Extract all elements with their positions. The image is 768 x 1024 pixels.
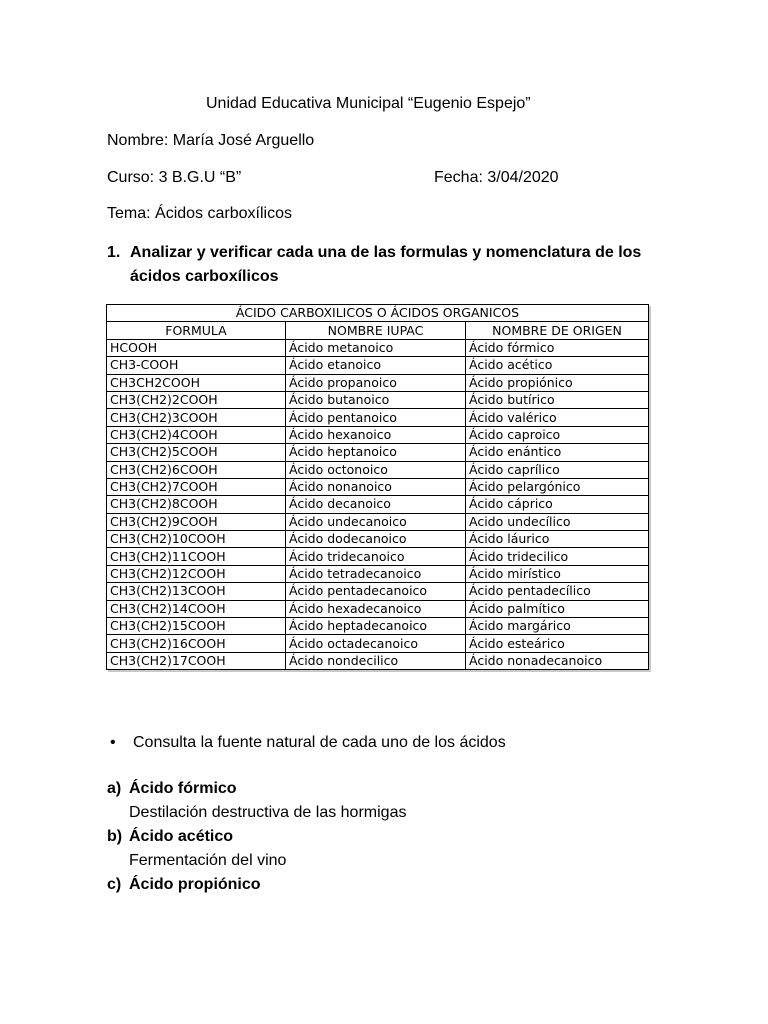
acid-source: Fermentación del vino xyxy=(129,852,287,869)
school-name: Unidad Educativa Municipal “Eugenio Espejo” xyxy=(206,95,531,112)
origin-name-cell: Ácido caproico xyxy=(466,426,649,443)
formula-cell: CH3(CH2)8COOH xyxy=(107,496,286,513)
table-row xyxy=(107,652,649,669)
table-header-row xyxy=(107,322,649,339)
table-row xyxy=(107,583,649,600)
date-label: Fecha: 3/04/2020 xyxy=(434,169,559,186)
column-header: FORMULA xyxy=(107,322,286,339)
iupac-name-cell: Ácido nondecilico xyxy=(286,652,466,669)
origin-name-cell: Ácido butírico xyxy=(466,391,649,408)
iupac-name-cell: Ácido tridecanoico xyxy=(286,548,466,565)
origin-name-cell: Ácido valérico xyxy=(466,409,649,426)
formula-cell: CH3(CH2)6COOH xyxy=(107,461,286,478)
origin-name-cell: Ácido tridecilico xyxy=(466,548,649,565)
column-header: NOMBRE DE ORIGEN xyxy=(466,322,649,339)
origin-name-cell: Acido undecílico xyxy=(466,513,649,530)
formula-cell: CH3(CH2)15COOH xyxy=(107,618,286,635)
origin-name-cell: Ácido láurico xyxy=(466,531,649,548)
origin-name-cell: Ácido caprílico xyxy=(466,461,649,478)
origin-name-cell: Ácido esteárico xyxy=(466,635,649,652)
table-row xyxy=(107,409,649,426)
topic-label: Tema: Ácidos carboxílicos xyxy=(107,205,292,222)
formula-cell: CH3(CH2)14COOH xyxy=(107,600,286,617)
course-label: Curso: 3 B.G.U “B” xyxy=(107,169,242,186)
iupac-name-cell: Ácido octadecanoico xyxy=(286,635,466,652)
bullet-text: Consulta la fuente natural de cada uno de los ácidos xyxy=(133,734,506,751)
acid-letter: b) xyxy=(107,828,123,845)
origin-name-cell: Ácido palmítico xyxy=(466,600,649,617)
formula-cell: CH3(CH2)17COOH xyxy=(107,652,286,669)
iupac-name-cell: Ácido propanoico xyxy=(286,374,466,391)
table-title: ÁCIDO CARBOXILICOS O ÁCIDOS ORGANICOS xyxy=(107,305,649,322)
task-1-text: Analizar y verificar cada una de las formulas y nomenclatura de los ácidos carboxílicos xyxy=(130,244,642,285)
table-row xyxy=(107,357,649,374)
origin-name-cell: Ácido margárico xyxy=(466,618,649,635)
origin-name-cell: Ácido propiónico xyxy=(466,374,649,391)
iupac-name-cell: Ácido metanoico xyxy=(286,339,466,356)
table-row xyxy=(107,461,649,478)
iupac-name-cell: Ácido dodecanoico xyxy=(286,531,466,548)
iupac-name-cell: Ácido pentadecanoico xyxy=(286,583,466,600)
origin-name-cell: Ácido mirístico xyxy=(466,565,649,582)
iupac-name-cell: Ácido octonoico xyxy=(286,461,466,478)
origin-name-cell: Ácido pelargónico xyxy=(466,478,649,495)
formula-cell: CH3(CH2)10COOH xyxy=(107,531,286,548)
acid-letter: a) xyxy=(107,780,122,797)
table-row xyxy=(107,513,649,530)
iupac-name-cell: Ácido nonanoico xyxy=(286,478,466,495)
iupac-name-cell: Ácido hexanoico xyxy=(286,426,466,443)
acid-source: Destilación destructiva de las hormigas xyxy=(129,804,407,821)
formula-cell: CH3(CH2)3COOH xyxy=(107,409,286,426)
origin-name-cell: Ácido enántico xyxy=(466,444,649,461)
origin-name-cell: Ácido nonadecanoico xyxy=(466,652,649,669)
table-row xyxy=(107,496,649,513)
iupac-name-cell: Ácido butanoico xyxy=(286,391,466,408)
acid-name: Ácido acético xyxy=(129,828,234,845)
acid-name: Ácido fórmico xyxy=(129,780,237,797)
task-1-number: 1. xyxy=(107,244,121,261)
origin-name-cell: Ácido acético xyxy=(466,357,649,374)
column-header: NOMBRE IUPAC xyxy=(286,322,466,339)
origin-name-cell: Ácido fórmico xyxy=(466,339,649,356)
formula-cell: CH3-COOH xyxy=(107,357,286,374)
formula-cell: CH3CH2COOH xyxy=(107,374,286,391)
iupac-name-cell: Ácido hexadecanoico xyxy=(286,600,466,617)
table-row xyxy=(107,618,649,635)
bullet-icon: • xyxy=(110,734,116,751)
iupac-name-cell: Ácido heptadecanoico xyxy=(286,618,466,635)
table-row xyxy=(107,531,649,548)
iupac-name-cell: Ácido decanoico xyxy=(286,496,466,513)
table-row xyxy=(107,339,649,356)
table-row xyxy=(107,565,649,582)
formula-cell: CH3(CH2)12COOH xyxy=(107,565,286,582)
formula-cell: CH3(CH2)13COOH xyxy=(107,583,286,600)
formula-cell: CH3(CH2)9COOH xyxy=(107,513,286,530)
formula-cell: CH3(CH2)2COOH xyxy=(107,391,286,408)
student-name: Nombre: María José Arguello xyxy=(107,132,315,149)
formula-cell: CH3(CH2)11COOH xyxy=(107,548,286,565)
table-row xyxy=(107,426,649,443)
iupac-name-cell: Ácido tetradecanoico xyxy=(286,565,466,582)
table-row xyxy=(107,478,649,495)
formula-cell: CH3(CH2)16COOH xyxy=(107,635,286,652)
formula-cell: CH3(CH2)4COOH xyxy=(107,426,286,443)
iupac-name-cell: Ácido undecanoico xyxy=(286,513,466,530)
table-body xyxy=(107,339,649,669)
origin-name-cell: Ácido cáprico xyxy=(466,496,649,513)
iupac-name-cell: Ácido etanoico xyxy=(286,357,466,374)
table-row xyxy=(107,548,649,565)
table-row xyxy=(107,391,649,408)
table-row xyxy=(107,635,649,652)
formula-cell: CH3(CH2)5COOH xyxy=(107,444,286,461)
acid-name: Ácido propiónico xyxy=(129,876,261,893)
iupac-name-cell: Ácido pentanoico xyxy=(286,409,466,426)
table-row xyxy=(107,600,649,617)
table-row xyxy=(107,444,649,461)
iupac-name-cell: Ácido heptanoico xyxy=(286,444,466,461)
table-row xyxy=(107,374,649,391)
acid-letter: c) xyxy=(107,876,122,893)
carboxylic-acids-table xyxy=(106,304,649,670)
origin-name-cell: Ácido pentadecílico xyxy=(466,583,649,600)
formula-cell: HCOOH xyxy=(107,339,286,356)
formula-cell: CH3(CH2)7COOH xyxy=(107,478,286,495)
